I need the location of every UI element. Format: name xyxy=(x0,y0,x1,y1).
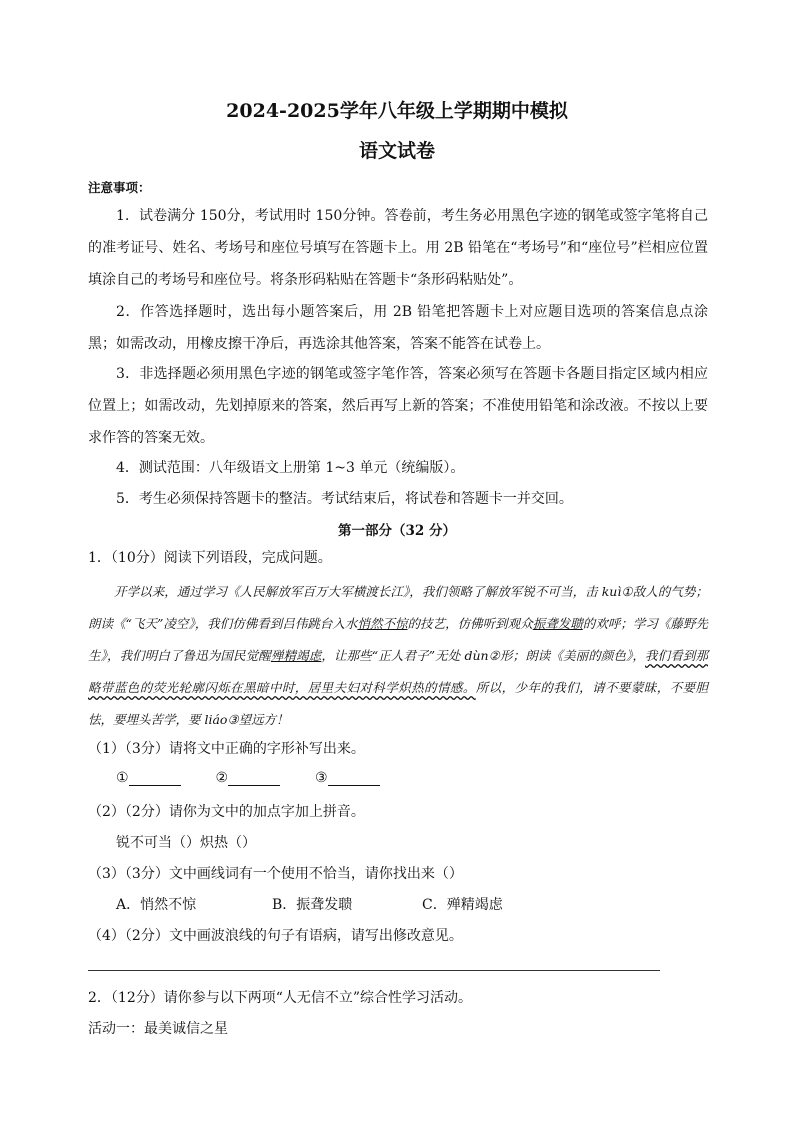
q1-stem: 1．（10分）阅读下列语段，完成问题。 xyxy=(88,550,332,566)
q2-stem: 2．（12分）请你参与以下两项“人无信不立”综合性学习活动。 xyxy=(88,990,473,1006)
q1-options xyxy=(116,894,503,914)
option-c[interactable]: C．殚精竭虑 xyxy=(422,897,503,913)
exam-subtitle: 语文试卷 xyxy=(358,140,435,162)
wavy-sentence: 我们看到那略带蓝色的荧光轮廓闪烁在黑暗中时，居里夫妇对科学炽热的情感。 xyxy=(88,648,708,695)
q1-passage xyxy=(88,576,708,736)
q1-sub4: （4）（2分）文中画波浪线的句子有语病，请写出修改意见。 xyxy=(88,928,463,944)
blank-label-3: ③ xyxy=(314,770,328,786)
q2-activity1: 活动一：最美诚信之星 xyxy=(88,1021,228,1037)
exam-title: 2024-2025学年八年级上学期期中模拟 xyxy=(226,100,568,122)
notice-item-2: 2．作答选择题时，选出每小题答案后，用 2B 铅笔把答题卡上对应题目选项的答案信息点涂黑；如需改动，用橡皮擦干净后，再选涂其他答案，答案不能答在试卷上。 xyxy=(88,304,708,352)
answer-blank-1[interactable] xyxy=(129,771,181,786)
q1-sub2: （2）（2分）请你为文中的加点字加上拼音。 xyxy=(88,804,365,820)
notice-item-4: 4．测试范围：八年级语文上册第 1~3 单元（统编版）。 xyxy=(116,460,465,476)
option-b[interactable]: B．振聋发聩 xyxy=(272,897,353,913)
notice-item-5: 5．考生必须保持答题卡的整洁。考试结束后，将试卷和答题卡一并交回。 xyxy=(116,491,573,507)
blank-label-1: ① xyxy=(116,770,129,786)
blank-label-2: ② xyxy=(215,770,229,786)
underlined-phrase-3: 殚精竭虑 xyxy=(270,648,322,663)
option-a[interactable]: A．悄然不惊 xyxy=(116,897,197,913)
passage-text: 所以，少年的我们，请不要蒙昧，不要胆怯，要埋头苦学，要 liáo③望远方！ xyxy=(88,680,708,727)
notice-item-3: 3．非选择题必须用黑色字迹的钢笔或签字笔作答，答案必须写在答题卡各题目指定区域内相应位置上；如需改动，先划掉原来的答案，然后再写上新的答案；不准使用铅笔和涂改液。不按以上要求作答的答案无效。 xyxy=(88,366,708,446)
part1-heading: 第一部分（32 分） xyxy=(338,523,456,539)
notice-heading: 注意事项： xyxy=(88,180,151,195)
underlined-phrase-2: 振聋发聩 xyxy=(532,616,583,631)
answer-blank-2[interactable] xyxy=(228,771,280,786)
answer-line[interactable] xyxy=(88,970,660,971)
q1-sub2-words: 锐不可当（）炽热（） xyxy=(116,835,256,851)
passage-text: 开学以来，通过学习《人民解放军百万大军横渡长江》，我们领略了解放军锐不可当，击 kuì①敌人的气势；朗读《“飞天”凌空》，我们仿佛看到吕伟跳台入水 xyxy=(88,584,708,631)
passage-text: ，让那些“正人君子”无处 dùn②形；朗读《美丽的颜色》， xyxy=(321,648,646,663)
passage-text: 的技艺，仿佛听到观众 xyxy=(407,616,533,631)
passage-text: 的欢呼；学习《藤野先生》，我们明白了鲁迅为国民觉醒 xyxy=(88,616,708,663)
q1-blanks xyxy=(116,770,380,786)
q1-sub1: （1）（3分）请将文中正确的字形补写出来。 xyxy=(88,741,365,757)
q1-sub3: （3）（3分）文中画线词有一个使用不恰当，请你找出来（） xyxy=(88,866,463,882)
answer-blank-3[interactable] xyxy=(328,771,380,786)
underlined-phrase-1: 悄然不惊 xyxy=(357,616,408,631)
notice-item-1: 1．试卷满分 150分，考试用时 150分钟。答卷前，考生务必用黑色字迹的钢笔或签字笔将自己的准考证号、姓名、考场号和座位号填写在答题卡上。用 2B 铅笔在“考场号”和“座位号”栏相应位置填涂自己的考场号和座位号。将条形码粘贴在答题卡“条形码粘贴处”。 xyxy=(88,208,708,288)
